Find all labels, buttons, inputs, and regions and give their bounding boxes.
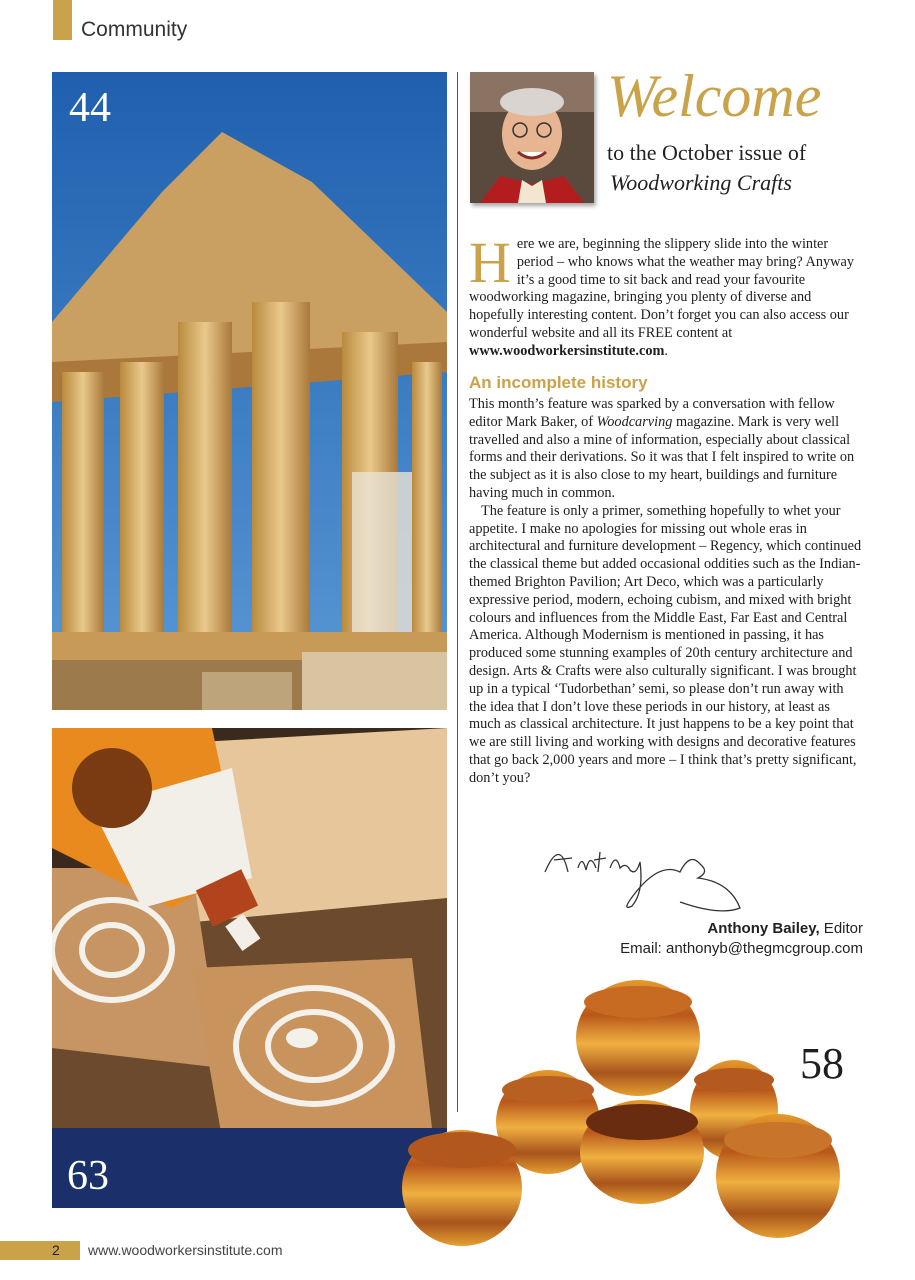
drop-cap: H: [469, 230, 511, 295]
page-number-44: 44: [69, 85, 111, 131]
intro-paragraph: [469, 230, 863, 361]
editor-signature: [540, 832, 760, 922]
paragraph-2: The feature is only a primer, something hopefully to whet your appetite. I make no apologies for missing out whole eras in architectural and furniture development – Regency, which continued the classical theme but added occasional oddities such as the Indian-themed Brighton Pavilion; Art Deco, which was a particularly expressive period, modern, echoing cubism, and mixed with bright colours and influences from the Middle East, Far East and Central America. Although Modernism is mentioned in passing, it has produced some stunning examples of 20th century architecture and design. Arts & Crafts were also culturally significant. I was brought up in a typical ‘Tudorbethan’ semi, so please don’t run away with the idea that I don’t love these periods in our history, at least as much as classical architecture. It just happens to be a key point that we are still living and working with designs and decorative features that go back 2,000 years and more – I think that’s pretty significant, don’t you?: [469, 502, 862, 786]
footer-bar: [0, 1241, 80, 1260]
paragraph-1: [469, 396, 863, 503]
editor-email[interactable]: Email: anthonyb@thegmcgroup.com: [620, 940, 863, 957]
intro-end: .: [664, 342, 668, 359]
section-tab: [53, 0, 72, 40]
history-text: [469, 396, 863, 788]
glue-photo: [52, 728, 447, 1208]
paragraph-1-b: magazine. Mark is very well travelled and also a mine of information, especially about classical forms and their derivations. So it was that I felt inspired to write on the subject as it is also close to my heart, buildings and furniture having much in common.: [469, 413, 855, 501]
paragraph-1-a: This month’s feature was sparked by a conversation with fellow editor Mark Baker, of: [469, 396, 835, 430]
woodcarving-title: Woodcarving: [596, 413, 673, 430]
website-link[interactable]: www.woodworkersinstitute.com: [469, 342, 665, 359]
magazine-title: Woodworking Crafts: [610, 170, 792, 195]
section-label: Community: [81, 18, 188, 41]
editor-portrait: [470, 72, 594, 203]
section-heading: An incomplete history: [469, 373, 648, 392]
footer-page-number: 2: [52, 1242, 60, 1258]
footer-url[interactable]: www.woodworkersinstitute.com: [88, 1242, 283, 1258]
intro-text: ere we are, beginning the slippery slide into the winter period – who knows what the weather may bring? Anyway it’s a good time to sit back and read your favourite woodworking magazine, bringing you plenty of diverse and hopefully interesting content. Don’t forget you can also access our wonderful website and all its FREE content at: [469, 236, 854, 341]
welcome-title: Welcome: [607, 63, 822, 129]
editor-role: Editor: [819, 920, 863, 937]
page-number-63: 63: [67, 1153, 109, 1199]
welcome-subtitle: to the October issue of: [607, 140, 807, 165]
page-number-58: 58: [800, 1039, 844, 1088]
editor-name-bold: Anthony Bailey,: [707, 920, 820, 937]
editor-name: [707, 920, 863, 937]
bowls-photo: [398, 972, 858, 1250]
parthenon-photo: [52, 72, 447, 710]
column-divider: [457, 72, 458, 1112]
